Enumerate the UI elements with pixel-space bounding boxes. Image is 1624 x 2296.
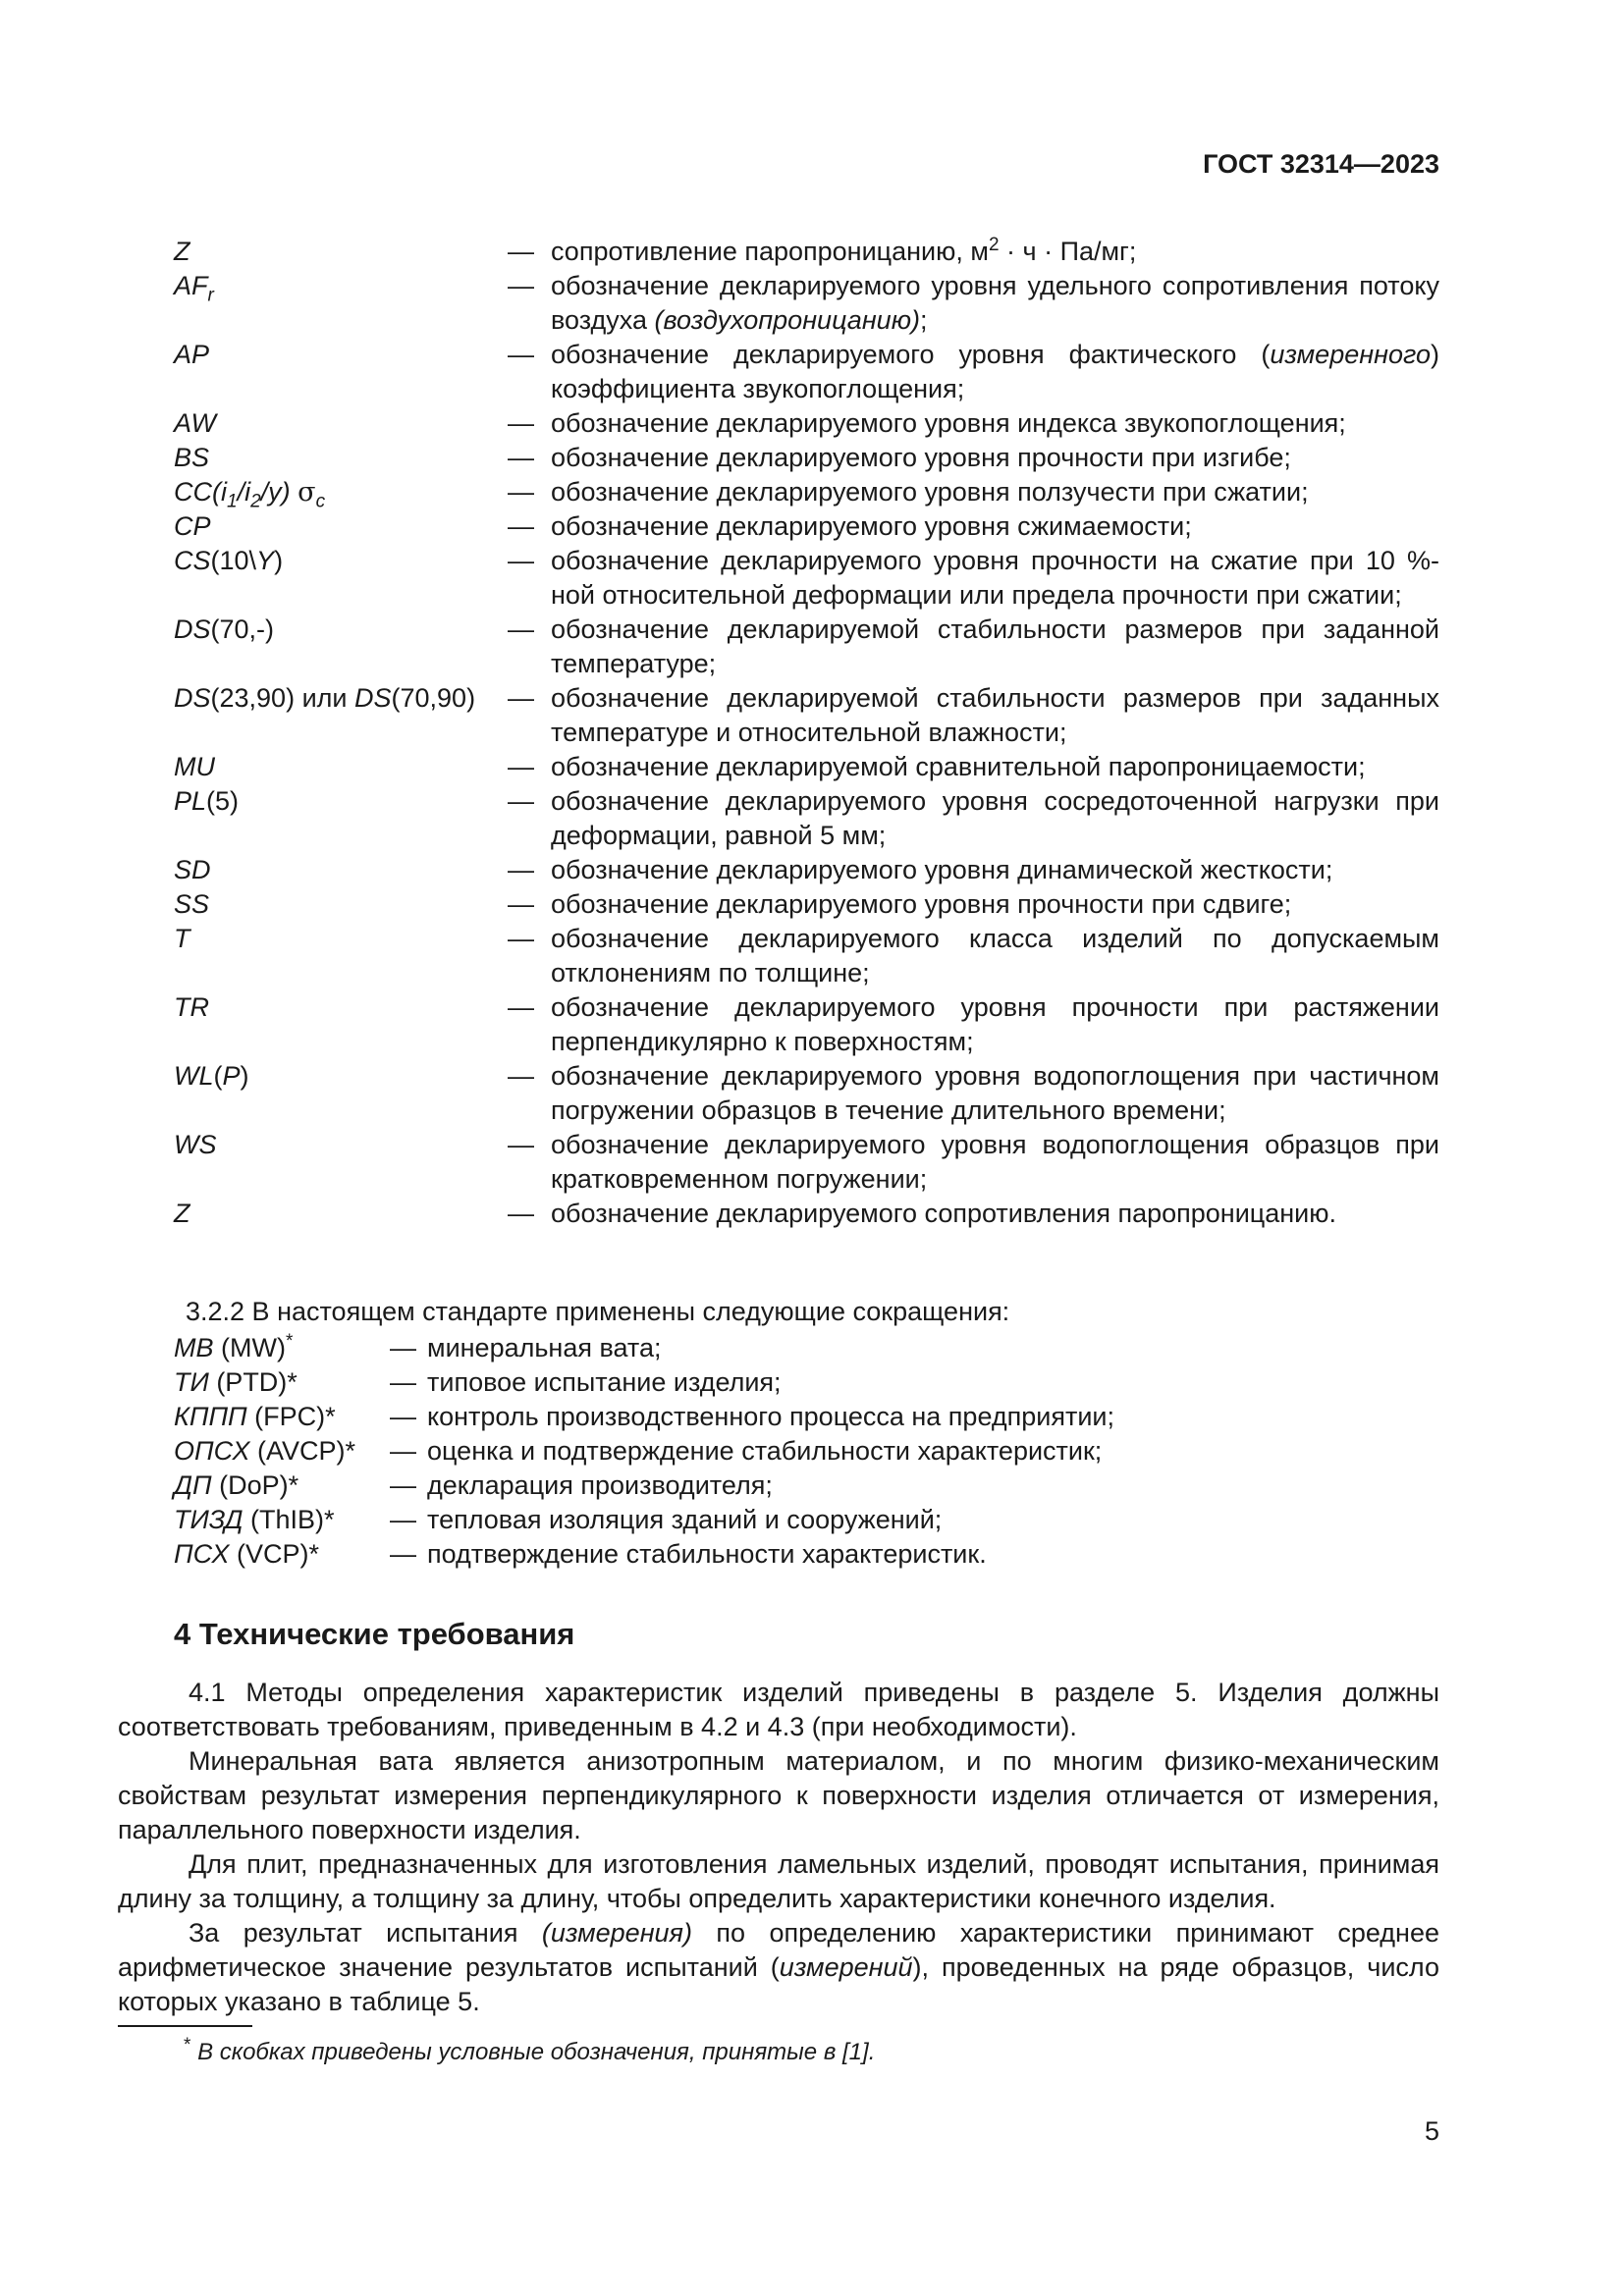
symbol-row — [174, 784, 1439, 853]
symbol-row — [174, 1128, 1439, 1197]
symbol-dash: — — [508, 546, 534, 575]
symbol-term: TR — [174, 992, 209, 1022]
footnote-text: В скобках приведены условные обозначения, принятые в [1]. — [197, 2039, 876, 2065]
symbol-term: PL(5) — [174, 786, 240, 816]
abbreviation-definition: оценка и подтверждение стабильности характеристик; — [427, 1436, 1103, 1466]
abbreviation-row — [174, 1537, 1439, 1572]
symbol-dash: — — [508, 992, 534, 1022]
symbol-term: MU — [174, 752, 215, 781]
abbreviation-term: ПСХ (VCP)* — [174, 1539, 319, 1569]
symbol-term: SS — [174, 889, 210, 919]
abbreviation-definition: контроль производственного процесса на предприятии; — [427, 1402, 1114, 1431]
symbol-row — [174, 681, 1439, 750]
symbol-row — [174, 1059, 1439, 1128]
symbol-row — [174, 613, 1439, 681]
section-heading: 4 Технические требования — [174, 1617, 575, 1651]
symbol-row — [174, 990, 1439, 1059]
document-code-header: ГОСТ 32314—2023 — [1203, 149, 1439, 179]
symbol-dash: — — [508, 614, 534, 644]
symbol-dash: — — [508, 1130, 534, 1159]
symbol-dash: — — [508, 237, 534, 266]
abbreviation-definition: тепловая изоляция зданий и сооружений; — [427, 1505, 943, 1534]
abbreviation-definition: подтверждение стабильности характеристик. — [427, 1539, 987, 1569]
symbol-row — [174, 269, 1439, 338]
abbreviation-definition: декларация производителя; — [427, 1470, 773, 1500]
abbreviation-term: ТИЗД (ThIB)* — [174, 1505, 335, 1534]
abbreviation-dash: — — [390, 1436, 416, 1466]
footnote — [184, 2035, 875, 2069]
symbol-row — [174, 922, 1439, 990]
abbreviation-row — [174, 1434, 1439, 1468]
symbol-row — [174, 235, 1439, 269]
footnote-separator — [118, 2025, 252, 2027]
symbol-definition: обозначение декларируемого уровня удельного сопротивления потоку воздуха (воздухопроницанию); — [551, 271, 1439, 335]
symbol-definition: обозначение декларируемого уровня динамической жесткости; — [551, 855, 1333, 884]
symbol-dash: — — [508, 408, 534, 438]
abbreviation-dash: — — [390, 1402, 416, 1431]
symbol-definition: обозначение декларируемого уровня сжимаемости; — [551, 511, 1192, 541]
symbol-definition: обозначение декларируемого уровня ползучести при сжатии; — [551, 477, 1309, 507]
abbreviations-intro: 3.2.2 В настоящем стандарте применены следующие сокращения: — [186, 1297, 1010, 1326]
symbol-definition: обозначение декларируемого уровня сосредоточенной нагрузки при деформации, равной 5 мм; — [551, 786, 1439, 850]
symbol-term: AP — [174, 340, 210, 369]
symbol-definition: обозначение декларируемой сравнительной паропроницаемости; — [551, 752, 1366, 781]
symbol-dash: — — [508, 924, 534, 953]
symbol-term: DS(70,-) — [174, 614, 275, 644]
symbol-definition: обозначение декларируемого уровня прочности на сжатие при 10 %-ной относительной деформации или предела прочности при сжатии; — [551, 546, 1439, 610]
symbol-row — [174, 544, 1439, 613]
abbreviation-term: МВ (MW)* — [174, 1331, 294, 1362]
symbol-term: WS — [174, 1130, 217, 1159]
symbol-definition: обозначение декларируемой стабильности размеров при заданных температуре и относительной влажности; — [551, 683, 1439, 747]
symbol-definition: обозначение декларируемого уровня индекса звукопоглощения; — [551, 408, 1346, 438]
symbol-dash: — — [508, 271, 534, 300]
symbol-row — [174, 475, 1439, 512]
symbol-definition: обозначение декларируемого уровня водопоглощения образцов при кратковременном погружении; — [551, 1130, 1439, 1194]
footnote-marker: * — [184, 2035, 191, 2056]
abbreviation-term: ДП (DoP)* — [174, 1470, 299, 1500]
symbol-row — [174, 887, 1439, 922]
symbol-term: BS — [174, 443, 210, 472]
abbreviation-row — [174, 1503, 1439, 1537]
abbreviation-dash: — — [390, 1539, 416, 1569]
symbol-row — [174, 853, 1439, 887]
symbol-definition: сопротивление паропроницанию, $м^2 \cdot ч \cdot Па/мг$; — [551, 235, 1137, 266]
symbol-term: CP — [174, 511, 211, 541]
symbol-dash: — — [508, 340, 534, 369]
abbreviation-dash: — — [390, 1470, 416, 1500]
symbol-definition: обозначение декларируемой стабильности размеров при заданной температуре; — [551, 614, 1439, 678]
symbol-definition: обозначение декларируемого уровня водопоглощения при частичном погружении образцов в течение длительного времени; — [551, 1061, 1439, 1125]
symbols-list — [174, 235, 1439, 1231]
symbol-row — [174, 509, 1439, 544]
abbreviation-term: КППП (FPC)* — [174, 1402, 336, 1431]
symbol-dash: — — [508, 786, 534, 816]
symbol-term: Z — [174, 1199, 190, 1228]
symbol-dash: — — [508, 1061, 534, 1091]
abbreviations-list — [174, 1295, 1439, 1572]
page-number: 5 — [1424, 2116, 1439, 2146]
symbol-term: $CC(i_1/i_2/y)$ $\sigma_c$ — [174, 477, 326, 512]
symbol-term: AW — [174, 408, 217, 438]
abbreviation-row — [174, 1331, 1439, 1365]
abbreviation-dash: — — [390, 1505, 416, 1534]
symbol-definition: обозначение декларируемого уровня прочности при изгибе; — [551, 443, 1291, 472]
symbol-row — [174, 338, 1439, 406]
symbol-dash: — — [508, 855, 534, 884]
symbol-dash: — — [508, 752, 534, 781]
symbol-dash: — — [508, 477, 534, 507]
symbol-term: WL(P) — [174, 1061, 249, 1091]
symbol-term: DS(23,90) или DS(70,90) — [174, 683, 476, 713]
symbol-definition: обозначение декларируемого сопротивления паропроницанию. — [551, 1199, 1337, 1228]
abbreviation-definition: типовое испытание изделия; — [427, 1367, 782, 1397]
abbreviation-definition: минеральная вата; — [427, 1333, 662, 1362]
abbreviation-term: ОПСХ (AVCP)* — [174, 1436, 355, 1466]
symbol-definition: обозначение декларируемого класса изделий по допускаемым отклонениям по толщине; — [551, 924, 1439, 988]
paragraph: За результат испытания (измерения) по определению характеристики принимают среднее арифметическое значение результатов испытаний (измерений), проведенных на ряде образцов, число которых указано в таблице 5. — [118, 1918, 1440, 2016]
symbol-term: CS(10\Y) — [174, 546, 284, 575]
abbreviation-row — [174, 1400, 1439, 1434]
abbreviation-row — [174, 1468, 1439, 1503]
symbol-row — [174, 1197, 1439, 1231]
symbol-row — [174, 406, 1439, 441]
symbol-row — [174, 750, 1439, 784]
symbol-term: Z — [174, 237, 190, 266]
symbol-term: SD — [174, 855, 211, 884]
abbreviation-term: ТИ (PTD)* — [174, 1367, 298, 1397]
paragraph: 4.1 Методы определения характеристик изделий приведены в разделе 5. Изделия должны соответствовать требованиям, приведенным в 4.2 и 4.3 (при необходимости). — [118, 1678, 1439, 1741]
symbol-dash: — — [508, 1199, 534, 1228]
symbol-term: T — [174, 924, 190, 953]
abbreviation-row — [174, 1365, 1439, 1400]
symbol-dash: — — [508, 511, 534, 541]
symbol-definition: обозначение декларируемого уровня фактического (измеренного) коэффициента звукопоглощения; — [551, 340, 1439, 403]
paragraph: Для плит, предназначенных для изготовления ламельных изделий, проводят испытания, принимая длину за толщину, а толщину за длину, чтобы определить характеристики конечного изделия. — [118, 1849, 1439, 1913]
symbol-dash: — — [508, 443, 534, 472]
paragraph: Минеральная вата является анизотропным материалом, и по многим физико-механическим свойствам результат измерения перпендикулярного к поверхности изделия отличается от измерения, параллельного поверхности изделия. — [118, 1746, 1439, 1844]
symbol-definition: обозначение декларируемого уровня прочности при растяжении перпендикулярно к поверхностям; — [551, 992, 1439, 1056]
symbol-row — [174, 441, 1439, 475]
symbol-dash: — — [508, 889, 534, 919]
symbol-definition: обозначение декларируемого уровня прочности при сдвиге; — [551, 889, 1292, 919]
section-body — [118, 1676, 1439, 2019]
symbol-term: $AF_r$ — [174, 271, 214, 306]
abbreviation-dash: — — [390, 1367, 416, 1397]
abbreviation-dash: — — [390, 1333, 416, 1362]
symbol-dash: — — [508, 683, 534, 713]
